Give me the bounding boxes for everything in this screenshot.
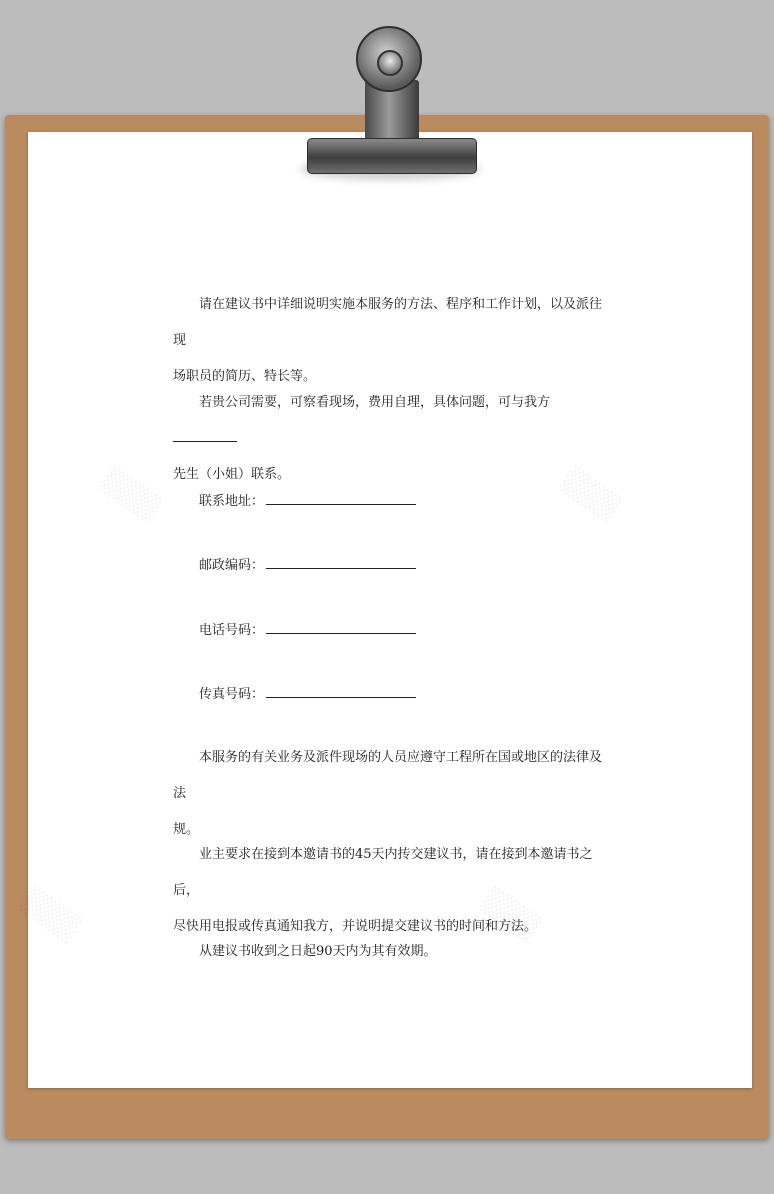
field-label: 邮政编码：	[199, 558, 265, 573]
paragraph-text: 业主要求在接到本邀请书的45天内抟交建议书，请在接到本邀请书之后，	[173, 847, 593, 898]
paragraph-text: 场职员的简历、特长等。	[173, 369, 317, 384]
phone-blank[interactable]	[266, 619, 416, 634]
paragraph-text: 从建议书收到之日起90天内为其有效期。	[199, 944, 437, 959]
paragraph-text: 尽快用电报或传真通知我方，并说明提交建议书的时间和方法。	[173, 919, 538, 934]
field-label: 联系地址：	[199, 494, 265, 509]
field-label: 传真号码：	[199, 687, 265, 702]
paragraph-text: 若贵公司需要，可察看现场，费用自理，具体问题，可与我方	[199, 395, 551, 410]
fax-blank[interactable]	[266, 683, 416, 698]
field-postcode	[199, 554, 416, 576]
paragraph-method	[173, 287, 613, 395]
paragraph-text: 先生（小姐）联系。	[173, 467, 291, 482]
field-address	[199, 490, 416, 512]
paragraph-validity	[173, 934, 613, 970]
paragraph-site-visit	[173, 385, 613, 493]
paragraph-laws	[173, 740, 613, 848]
field-label: 电话号码：	[199, 623, 265, 638]
field-fax	[199, 683, 416, 705]
paragraph-text: 请在建议书中详细说明实施本服务的方法、程序和工作计划，以及派往现	[173, 297, 603, 348]
field-phone	[199, 619, 416, 641]
paragraph-text: 规。	[173, 822, 200, 837]
postcode-blank[interactable]	[266, 554, 416, 569]
contact-name-blank[interactable]	[173, 427, 237, 442]
address-blank[interactable]	[266, 490, 416, 505]
binder-clip-bar	[307, 138, 477, 174]
paragraph-submission	[173, 837, 613, 945]
paragraph-text: 本服务的有关业务及派件现场的人员应遵守工程所在国或地区的法律及法	[173, 750, 603, 801]
binder-clip-hole	[377, 50, 403, 76]
